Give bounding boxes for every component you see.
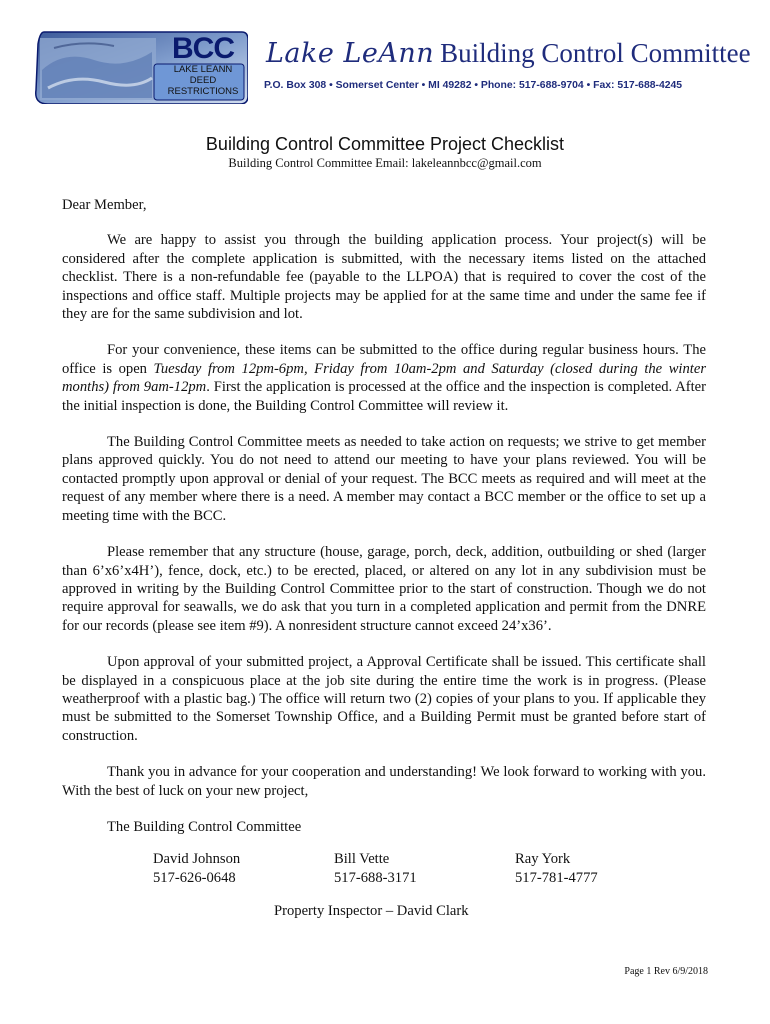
closing: The Building Control Committee: [107, 818, 302, 835]
member-phone: 517-626-0648: [153, 869, 236, 886]
member-2: [334, 850, 515, 887]
logo-letters: BCC: [172, 32, 234, 65]
paragraph-4: Please remember that any structure (house, garage, porch, deck, addition, outbuilding or shed (larger than 6’x6’x4H’), fence, dock, etc.) to be erected, placed, or altered on any lot in any subdivision must be approved in writing by the Building Control Committee prior to the start of construction. Though we do not require approval for seawalls, we do ask that you turn in a completed application and permit from the DNRE for our records (please see item #9). A nonresident structure cannot exceed 24’x36’.: [62, 544, 706, 634]
member-3: [515, 850, 696, 887]
organization-name: [266, 38, 751, 69]
member-phone: 517-688-3171: [334, 869, 417, 886]
brand-script: Lake LeAnn: [266, 38, 435, 69]
salutation: Dear Member,: [62, 197, 147, 213]
contact-address: P.O. Box 308 • Somerset Center • MI 49282 • Phone: 517-688-9704 • Fax: 517-688-4245: [264, 80, 683, 91]
bcc-logo: [34, 30, 248, 104]
member-name: Bill Vette: [334, 851, 390, 868]
property-inspector: Property Inspector – David Clark: [274, 903, 469, 920]
document-subtitle: Building Control Committee Email: lakeleannbcc@gmail.com: [228, 156, 542, 170]
letter-body: [62, 196, 706, 921]
committee-members: [153, 850, 706, 887]
logo-sub-line-3: RESTRICTIONS: [167, 86, 239, 97]
member-phone: 517-781-4777: [515, 869, 598, 886]
member-name: Ray York: [515, 851, 571, 868]
paragraph-1: We are happy to assist you through the building application process. Your project(s) will be considered after the complete application is submitted, with the necessary items listed on the attached checklist. There is a non-refundable fee (payable to the LLPOA) that is required to cover the cost of the inspections and office staff. Multiple projects may be applied for at the same time and under the same fee if they are for the same subdivision and lot.: [62, 232, 706, 323]
paragraph-3: The Building Control Committee meets as needed to take action on requests; we strive to get member plans approved quickly. You do not need to attend our meeting to have your plans reviewed. You will be contacted promptly upon approval or denial of your request. The BCC meets as required and will meet at the request of any member where there is a need. A member may contact a BCC member or the office to set up a meeting time with the BCC.: [62, 434, 706, 524]
paragraph-6: Thank you in advance for your cooperation and understanding! We look forward to working with you. With the best of luck on your new project,: [62, 764, 706, 799]
page-footer: Page 1 Rev 6/9/2018: [624, 966, 708, 977]
document-title: Building Control Committee Project Checklist: [205, 134, 565, 154]
paragraph-2: [62, 341, 706, 415]
brand-rest: Building Control Committee: [440, 38, 751, 68]
logo-sub-line-2: DEED: [189, 75, 217, 86]
paragraph-2-start: For your convenience, these items can be submitted to the office during regular business hours. The office is open: [62, 342, 706, 377]
logo-subtext: [156, 64, 250, 97]
member-1: [153, 850, 334, 887]
paragraph-2-end: . First the application is processed at the office and the inspection is completed. After the initial inspection is done, the Building Control Committee will review it.: [62, 379, 706, 414]
member-name: David Johnson: [153, 851, 241, 868]
office-hours: Tuesday from 12pm-6pm, Friday from 10am-2pm and Saturday (closed during the winter months) from 9am-12pm: [62, 360, 706, 396]
paragraph-5: Upon approval of your submitted project, a Approval Certificate shall be issued. This certificate shall be displayed in a conspicuous place at the job site during the entire time the work is in progress. (Please weatherproof with a plastic bag.) The office will return two (2) copies of your plans to you. If applicable they must be submitted to the Somerset Township Office, and a Building Permit must be granted before start of construction.: [62, 654, 706, 744]
logo-sub-line-1: LAKE LEANN: [173, 64, 233, 75]
